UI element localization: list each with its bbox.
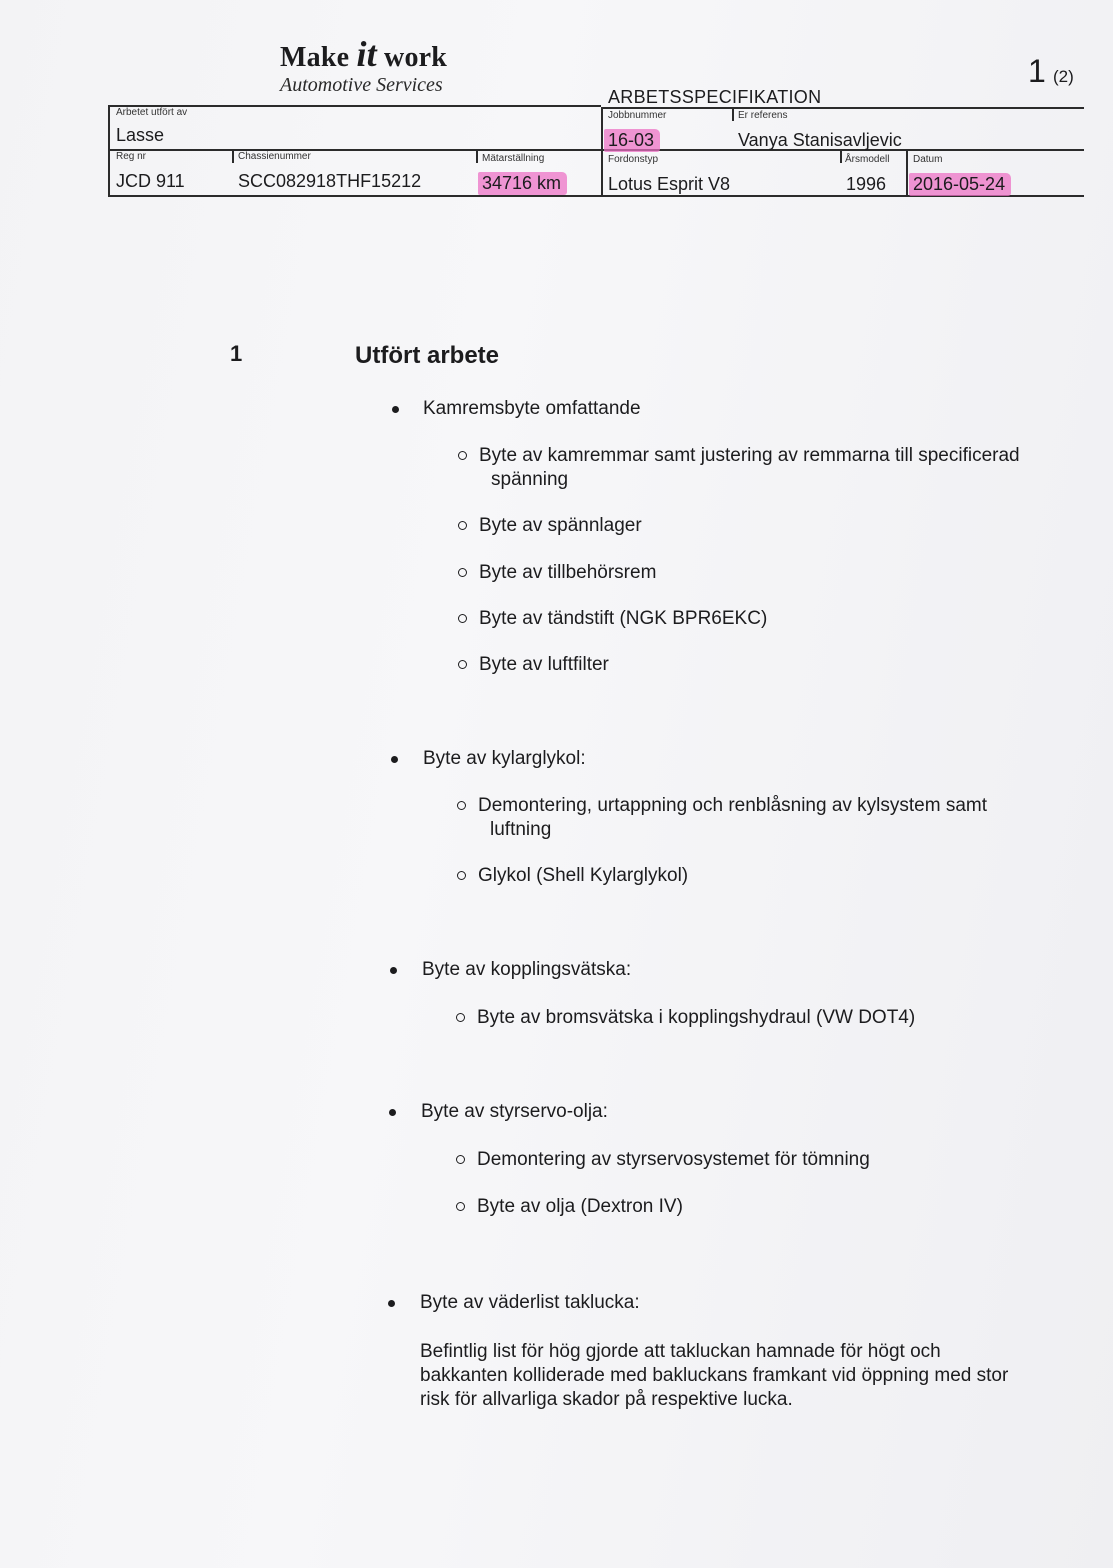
- circle-bullet-icon: [457, 871, 466, 880]
- bullet-icon: [391, 756, 398, 763]
- field-value-utfort-av: Lasse: [116, 125, 165, 145]
- sub-item-text: Glykol (Shell Kylarglykol): [478, 865, 689, 886]
- field-value-matarstallning: [482, 173, 567, 194]
- circle-bullet-icon: [457, 801, 466, 810]
- field-value-datum: [913, 174, 1011, 195]
- list-item-text: Byte av väderlist taklucka:: [420, 1292, 640, 1313]
- logo-it: it: [356, 34, 377, 74]
- field-label-jobbnummer: Jobbnummer: [608, 110, 667, 121]
- sub-item-text-cont: spänning: [491, 469, 569, 490]
- page-total: (2): [1053, 67, 1074, 86]
- list-item-text: Byte av kylarglykol:: [423, 748, 586, 769]
- field-value-reg-nr: JCD 911: [116, 171, 185, 191]
- logo-work: work: [384, 42, 448, 73]
- sub-item-text: Byte av kamremmar samt justering av remmarna till specificerad: [479, 445, 1020, 466]
- highlight: 34716 km: [478, 172, 567, 195]
- bullet-icon: [392, 406, 399, 413]
- sub-item-text: Byte av tändstift (NGK BPR6EKC): [479, 608, 768, 629]
- section-number: 1: [230, 341, 243, 366]
- paragraph-line: Befintlig list för hög gjorde att takluckan hamnade för högt och: [420, 1341, 941, 1362]
- bullet-icon: [388, 1300, 395, 1307]
- list-item-text: Byte av kopplingsvätska:: [422, 959, 632, 980]
- company-logo: [280, 33, 447, 75]
- circle-bullet-icon: [458, 568, 467, 577]
- grid-line: [906, 150, 908, 196]
- sub-item-text: Byte av spännlager: [479, 515, 642, 536]
- sub-item-text: Demontering av styrservosystemet för tömning: [477, 1149, 870, 1170]
- circle-bullet-icon: [458, 660, 467, 669]
- highlight: 2016-05-24: [909, 173, 1011, 196]
- sub-item-text: Byte av tillbehörsrem: [479, 562, 657, 583]
- grid-line: [732, 108, 734, 121]
- bullet-icon: [390, 967, 397, 974]
- field-value-chassienummer: SCC082918THF15212: [238, 171, 422, 191]
- circle-bullet-icon: [458, 614, 467, 623]
- page-number: 1: [1028, 53, 1046, 89]
- field-value-jobbnummer: [608, 130, 660, 151]
- sub-item-text: Demontering, urtappning och renblåsning av kylsystem samt: [478, 795, 988, 816]
- field-label-chassienummer: Chassienummer: [238, 151, 311, 162]
- field-label-reg-nr: Reg nr: [116, 151, 147, 162]
- grid-line: [601, 107, 603, 196]
- grid-line: [840, 150, 842, 163]
- sub-item-text: Byte av olja (Dextron IV): [477, 1196, 683, 1217]
- sub-item-text: Byte av luftfilter: [479, 654, 609, 675]
- section-title: Utfört arbete: [355, 342, 500, 369]
- grid-line: [476, 150, 478, 163]
- field-value-er-referens: Vanya Stanisavljevic: [738, 130, 902, 150]
- paragraph-line: bakkanten kolliderade med bakluckans framkant vid öppning med stor: [420, 1365, 1009, 1386]
- field-value-arsmodell: 1996: [846, 174, 887, 194]
- field-label-er-referens: Er referens: [738, 110, 788, 121]
- circle-bullet-icon: [456, 1202, 465, 1211]
- logo-make: Make: [280, 42, 350, 73]
- field-label-arsmodell: Årsmodell: [845, 154, 890, 165]
- grid-line: [108, 105, 110, 196]
- field-value-fordonstyp: Lotus Esprit V8: [608, 174, 731, 194]
- sub-item-text-cont: luftning: [490, 819, 552, 840]
- list-item-text: Kamremsbyte omfattande: [423, 398, 641, 419]
- field-label-utfort-av: Arbetet utfört av: [116, 107, 188, 118]
- circle-bullet-icon: [456, 1155, 465, 1164]
- highlight: 16-03: [604, 129, 660, 152]
- circle-bullet-icon: [456, 1013, 465, 1022]
- grid-line: [232, 150, 234, 163]
- field-label-datum: Datum: [913, 154, 943, 165]
- company-subtitle: Automotive Services: [280, 74, 443, 96]
- list-item-text: Byte av styrservo-olja:: [421, 1101, 608, 1122]
- grid-line: [601, 107, 1084, 109]
- document-title: ARBETSSPECIFIKATION: [608, 87, 822, 107]
- circle-bullet-icon: [458, 451, 467, 460]
- paragraph-line: risk för allvarliga skador på respektive lucka.: [420, 1389, 793, 1410]
- sub-item-text: Byte av bromsvätska i kopplingshydraul (VW DOT4): [477, 1007, 916, 1028]
- circle-bullet-icon: [458, 521, 467, 530]
- bullet-icon: [389, 1109, 396, 1116]
- field-label-matarstallning: Mätarställning: [482, 153, 545, 164]
- field-label-fordonstyp: Fordonstyp: [608, 154, 659, 165]
